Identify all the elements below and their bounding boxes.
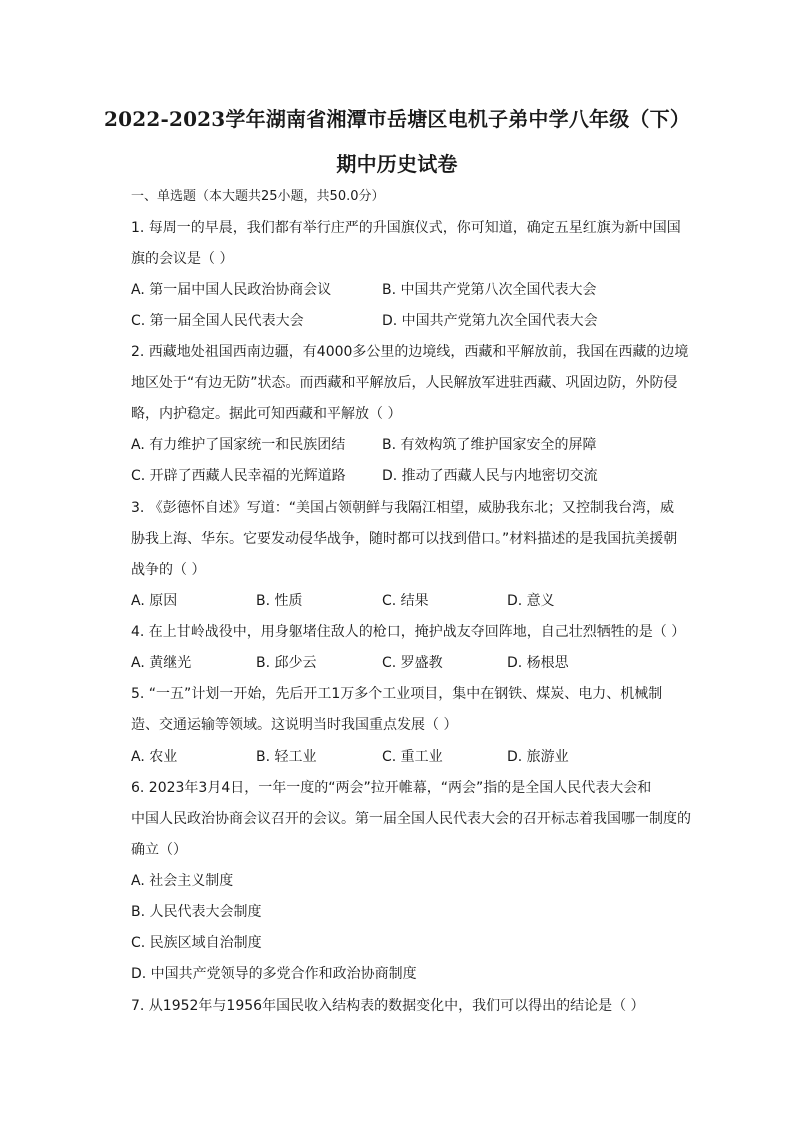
exam-title-line1: 2022-2023学年湖南省湘潭市岳塘区电机子弟中学八年级（下）	[103, 107, 691, 131]
question-2-line-1: 2. 西藏地处祖国西南边疆，有4000多公里的边境线，西藏和平解放前，我国在西藏的边境	[131, 344, 689, 360]
question-3-option-a: A. 原因	[131, 593, 178, 609]
question-6-line-3: 确立（）	[131, 842, 187, 858]
question-1-line-1: 1. 每周一的早晨，我们都有举行庄严的升国旗仪式，你可知道，确定五星红旗为新中国国	[131, 220, 681, 236]
question-2-option-b: B. 有效构筑了维护国家安全的屏障	[382, 437, 597, 453]
question-2-option-c: C. 开辟了西藏人民幸福的光辉道路	[131, 468, 346, 484]
question-7-line-1: 7. 从1952年与1956年国民收入结构表的数据变化中，我们可以得出的结论是（ ）	[131, 998, 645, 1014]
question-6-line-2: 中国人民政治协商会议召开的会议。第一届全国人民代表大会的召开标志着我国哪一制度的	[131, 811, 691, 827]
question-3-line-1: 3. 《彭德怀自述》写道：“美国占领朝鲜与我隔江相望，威胁我东北；又控制我台湾，威	[131, 500, 675, 516]
question-5-line-2: 造、交通运输等领域。这说明当时我国重点发展（ ）	[131, 717, 458, 733]
section-heading: 一、单选题（本大题共25小题，共50.0分）	[131, 189, 385, 204]
question-3-option-c: C. 结果	[382, 593, 429, 609]
question-5-option-b: B. 轻工业	[256, 749, 317, 765]
question-1-option-b: B. 中国共产党第八次全国代表大会	[382, 282, 597, 298]
exam-title-line2: 期中历史试卷	[336, 152, 458, 176]
question-6-option-b: B. 人民代表大会制度	[131, 904, 262, 920]
question-2-option-d: D. 推动了西藏人民与内地密切交流	[382, 468, 598, 484]
question-3-option-d: D. 意义	[507, 593, 555, 609]
question-3-line-3: 战争的（ ）	[131, 562, 206, 578]
question-1-option-c: C. 第一届全国人民代表大会	[131, 313, 304, 329]
question-2-option-a: A. 有力维护了国家统一和民族团结	[131, 437, 346, 453]
question-6-option-a: A. 社会主义制度	[131, 873, 234, 889]
question-4-line-1: 4. 在上甘岭战役中，用身躯堵住敌人的枪口，掩护战友夺回阵地，自己壮烈牺牲的是（ ）	[131, 624, 686, 640]
question-4-option-c: C. 罗盛教	[382, 655, 443, 671]
question-4-option-a: A. 黄继光	[131, 655, 192, 671]
question-3-option-b: B. 性质	[256, 593, 303, 609]
question-5-option-d: D. 旅游业	[507, 749, 569, 765]
question-1-option-d: D. 中国共产党第九次全国代表大会	[382, 313, 598, 329]
question-4-option-d: D. 杨根思	[507, 655, 569, 671]
question-4-option-b: B. 邱少云	[256, 655, 317, 671]
question-5-line-1: 5. “一五”计划一开始，先后开工1万多个工业项目，集中在钢铁、煤炭、电力、机械制	[131, 686, 663, 702]
question-2-line-2: 地区处于“有边无防”状态。而西藏和平解放后，人民解放军进驻西藏、巩固边防，外防侵	[131, 375, 678, 391]
question-6-option-c: C. 民族区域自治制度	[131, 935, 262, 951]
question-5-option-a: A. 农业	[131, 749, 178, 765]
question-1-line-2: 旗的会议是（ ）	[131, 251, 234, 267]
question-1-option-a: A. 第一届中国人民政治协商会议	[131, 282, 332, 298]
question-5-option-c: C. 重工业	[382, 749, 443, 765]
question-3-line-2: 胁我上海、华东。它要发动侵华战争，随时都可以找到借口。”材料描述的是我国抗美援朝	[131, 531, 678, 547]
question-6-line-1: 6. 2023年3月4日，一年一度的“两会”拉开帷幕，“两会”指的是全国人民代表大会和	[131, 780, 652, 796]
question-2-line-3: 略，内护稳定。据此可知西藏和平解放（ ）	[131, 406, 402, 422]
question-6-option-d: D. 中国共产党领导的多党合作和政治协商制度	[131, 966, 417, 982]
